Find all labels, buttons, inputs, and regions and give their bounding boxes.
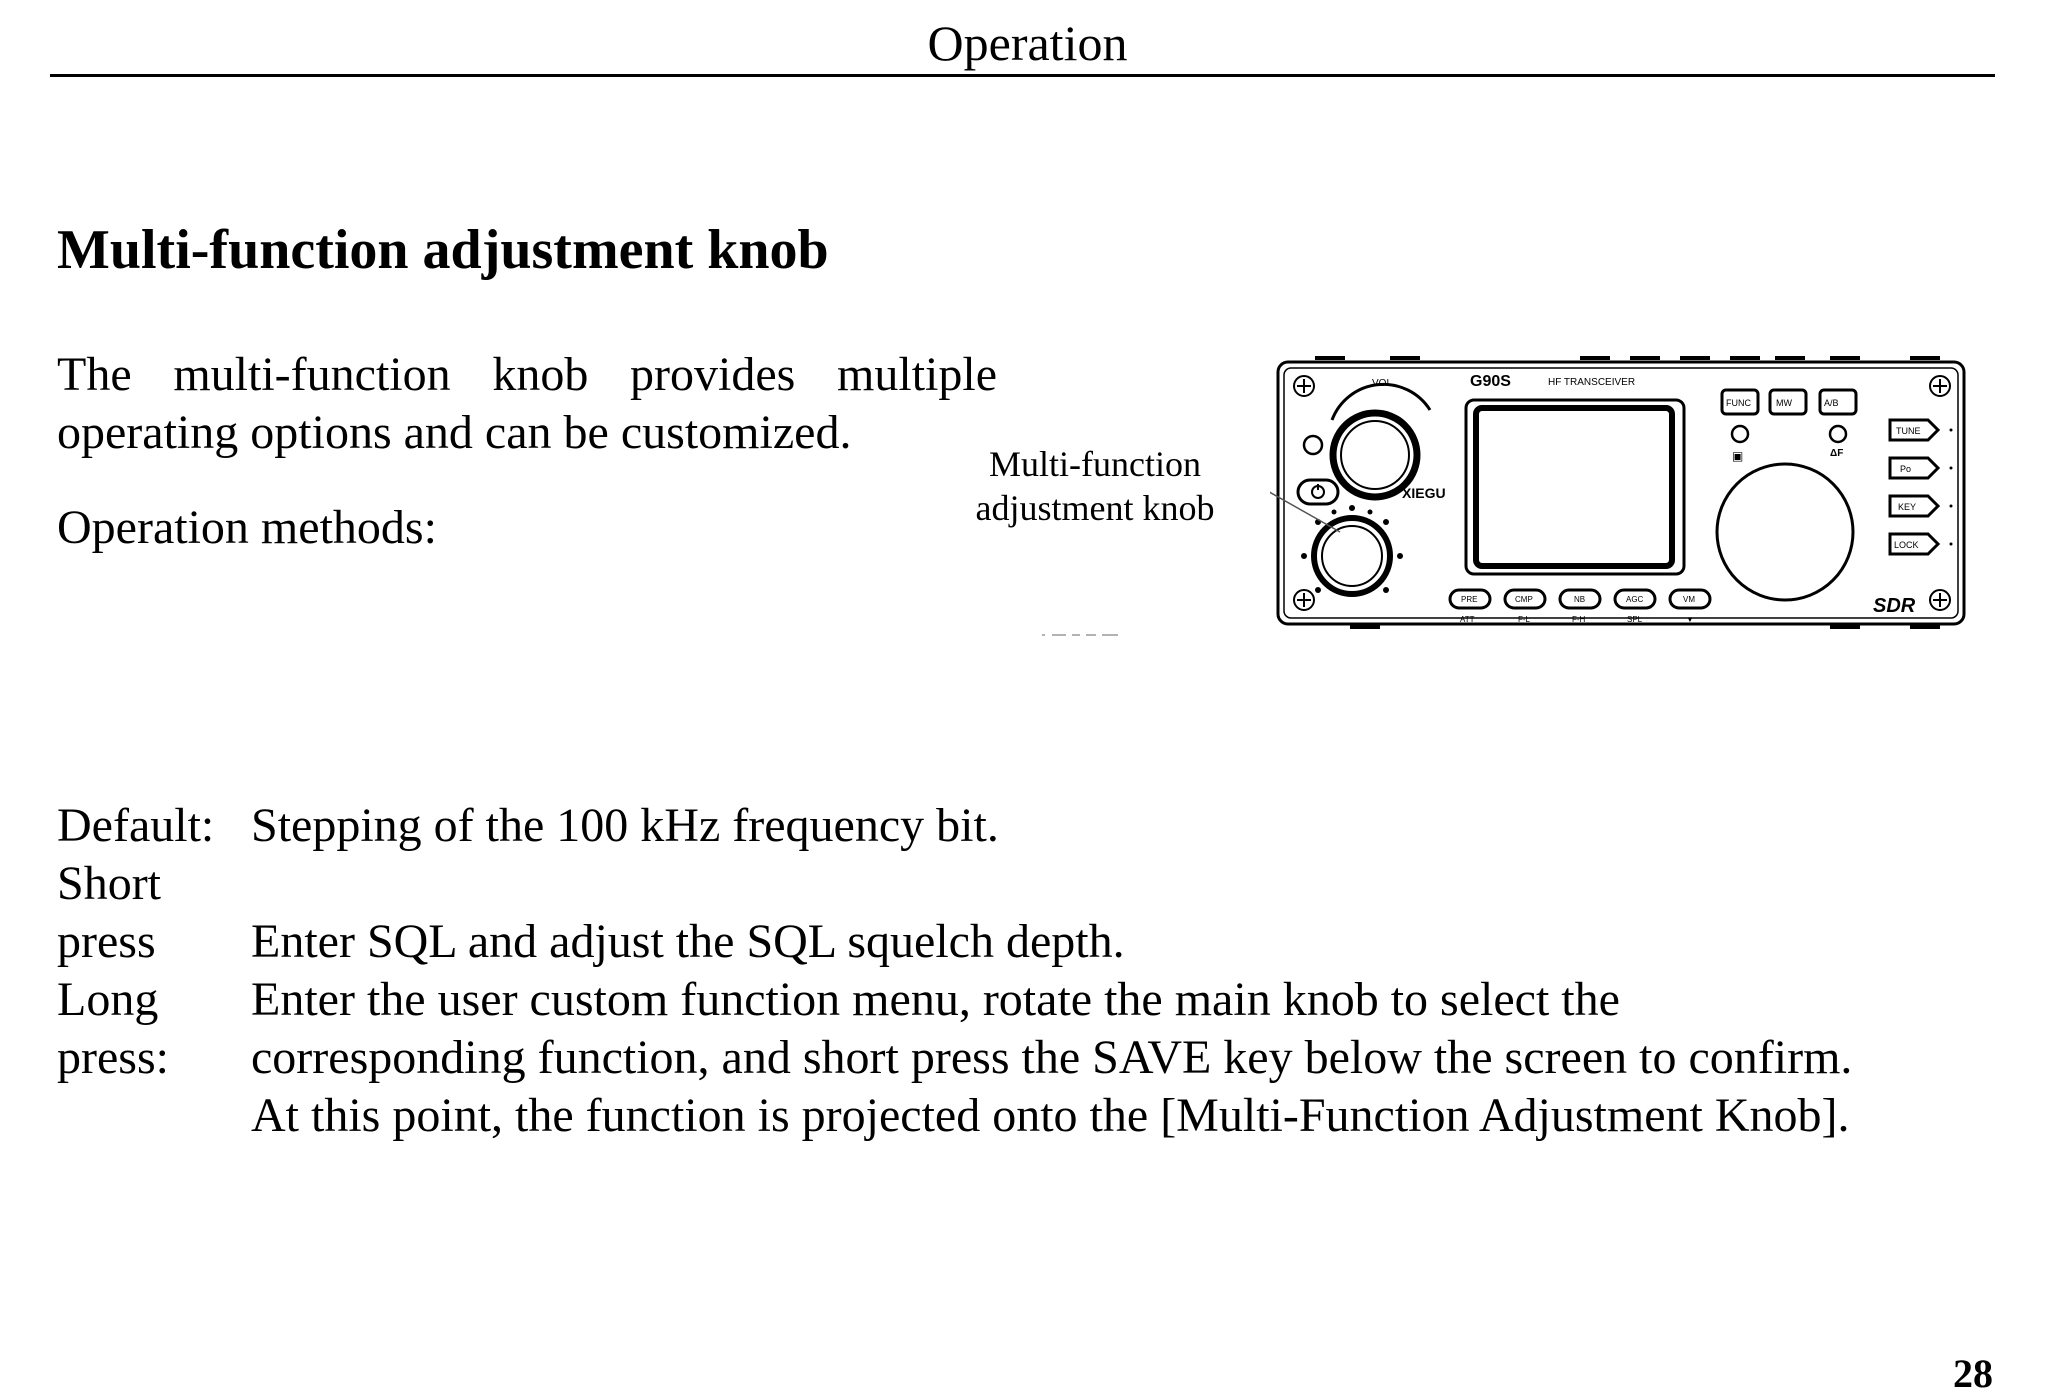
section-heading: Multi-function adjustment knob (57, 219, 829, 281)
led-label-right: ΔF (1830, 448, 1844, 459)
power-button-icon (1298, 480, 1338, 504)
model-subtitle: HF TRANSCEIVER (1548, 377, 1636, 388)
spl-label: SPL (1627, 615, 1643, 624)
nb-button-label: NB (1574, 595, 1586, 604)
volume-knob (1332, 378, 1430, 497)
tune-button-label: TUNE (1896, 426, 1921, 436)
brand-label: XIEGU (1402, 485, 1446, 501)
func-button-label: FUNC (1726, 398, 1751, 408)
pre-button-label: PRE (1461, 595, 1478, 604)
led-indicator (1732, 426, 1748, 442)
side-button-group (1890, 420, 1953, 554)
cmp-button-label: CMP (1515, 595, 1533, 604)
op-row (57, 797, 1852, 855)
op-desc: At this point, the function is projected onto the [Multi-Function Adjustment Knob]. (251, 1089, 1850, 1142)
op-term: Default: (57, 799, 215, 852)
faint-scan-marks (1040, 630, 1140, 640)
op-row (57, 971, 1852, 1029)
page-number: 28 (1953, 1351, 1993, 1396)
agc-button-label: AGC (1626, 595, 1644, 604)
led-label-left: ▣ (1732, 449, 1744, 463)
led-indicator (1830, 426, 1846, 442)
model-label: G90S (1470, 373, 1511, 390)
op-desc: corresponding function, and short press the SAVE key below the screen to confirm. (251, 1031, 1853, 1084)
vm-button-label: VM (1683, 595, 1695, 604)
op-row (57, 1029, 1852, 1087)
fh-label: F-H (1572, 615, 1586, 624)
op-term: Short (57, 857, 162, 910)
main-tuning-knob (1717, 464, 1853, 600)
display-screen (1466, 400, 1684, 574)
sdr-badge: SDR (1873, 595, 1916, 617)
att-label: ATT (1460, 615, 1475, 624)
ab-button-label: A/B (1824, 398, 1839, 408)
op-desc: Enter SQL and adjust the SQL squelch depth. (251, 915, 1125, 968)
led-indicator (1304, 436, 1322, 454)
fl-label: F-L (1518, 615, 1530, 624)
lock-button-label: LOCK (1894, 540, 1919, 550)
op-row (57, 855, 1852, 913)
transceiver-front-panel-figure (1270, 350, 1970, 635)
key-button-label: KEY (1898, 502, 1917, 512)
op-row (57, 1087, 1852, 1145)
op-term: press: (57, 1031, 169, 1084)
op-desc: Enter the user custom function menu, rotate the main knob to select the (251, 973, 1620, 1026)
top-button-group (1722, 390, 1856, 414)
po-button-label: Po (1900, 464, 1912, 474)
op-row (57, 913, 1852, 971)
running-header: Operation (927, 15, 1128, 71)
op-term (57, 1087, 251, 1145)
bottom-button-group (1450, 590, 1710, 624)
mw-button-label: MW (1776, 398, 1792, 408)
operation-methods-label: Operation methods: (57, 501, 437, 554)
figure-callout: Multi-function adjustment knob (975, 444, 1215, 528)
vol-label: VOL (1372, 378, 1393, 389)
op-desc: Stepping of the 100 kHz frequency bit. (251, 799, 999, 852)
operation-methods-table (57, 797, 1852, 1145)
intro-paragraph: The multi-function knob provides multiple operating options and can be customized. (57, 348, 997, 459)
header-rule (50, 74, 1995, 77)
op-term: press (57, 915, 156, 968)
callout-leader-line (1270, 447, 1340, 532)
op-term: Long (57, 973, 159, 1026)
down-arrow-label: ▼ (1686, 615, 1694, 624)
